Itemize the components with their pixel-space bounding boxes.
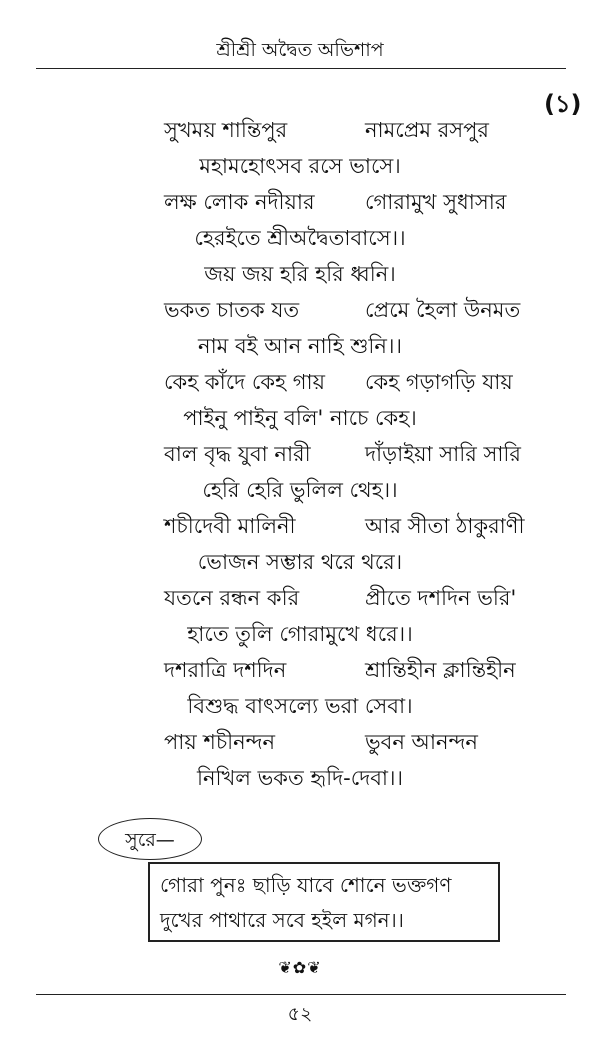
- verse-line: [0, 544, 600, 580]
- verse-center: হেরইতে শ্রীঅদ্বৈতাবাসে।।: [194, 226, 406, 250]
- verse-center: বিশুদ্ধ বাৎসল্যে ভরা সেবা।: [187, 694, 413, 718]
- verse-center: মহামহোৎসব রসে ভাসে।: [199, 154, 401, 178]
- verse-line: [0, 616, 600, 652]
- verse-left: কেহ কাঁদে কেহ গায়: [164, 370, 325, 394]
- verse-line: [0, 652, 600, 688]
- sure-label-badge: সুরে—: [98, 818, 202, 860]
- verse-line: [0, 256, 600, 292]
- verse-line: [0, 112, 600, 148]
- verse-right: প্রীতে দশদিন ভরি': [365, 586, 517, 610]
- verse-center: ভোজন সম্ভার থরে থরে।: [197, 550, 403, 574]
- running-header-title: শ্রীশ্রী অদ্বৈত অভিশাপ: [216, 39, 384, 61]
- verse-line: [0, 508, 600, 544]
- verse-center: হাতে তুলি গোরামুখে ধরে।।: [187, 622, 413, 646]
- verse-left: যতনে রন্ধন করি: [164, 586, 300, 610]
- verse-left: ভকত চাতক যত: [164, 298, 300, 322]
- verse-line: [0, 220, 600, 256]
- header-divider: [36, 68, 566, 69]
- verse-line: [0, 148, 600, 184]
- verse-left: সুখময় শান্তিপুর: [164, 118, 288, 142]
- verse-line: [0, 364, 600, 400]
- verse-right: প্রেমে হৈলা উনমত: [365, 298, 521, 322]
- footer-divider: [36, 994, 566, 995]
- boxed-line: দুখের পাথারে সবে হইল মগন।।: [160, 908, 404, 932]
- verse-left: লক্ষ লোক নদীয়ার: [164, 190, 315, 214]
- verse-line: [0, 580, 600, 616]
- verse-line: [0, 724, 600, 760]
- verse-center: হেরি হেরি ভুলিল থেহ।।: [202, 478, 398, 502]
- verse-line: [0, 400, 600, 436]
- verse-center: পাইনু পাইনু বলি' নাচে কেহ।: [183, 406, 417, 430]
- verse-center: জয় জয় হরি হরি ধ্বনি।: [204, 262, 396, 286]
- verse-line: [0, 184, 600, 220]
- boxed-couplet: [148, 862, 500, 942]
- boxed-line: গোরা পুনঃ ছাড়ি যাবে শোনে ভক্তগণ: [160, 873, 452, 897]
- verse-left: পায় শচীনন্দন: [164, 730, 276, 754]
- ornament-flourish: ❦✿❦: [278, 958, 322, 977]
- verse-line: [0, 688, 600, 724]
- verse-right: গোরামুখ সুধাসার: [365, 190, 507, 214]
- verse-right: আর সীতা ঠাকুরাণী: [365, 514, 525, 538]
- verse-right: কেহ গড়াগড়ি যায়: [365, 370, 513, 394]
- section-number: (১): [544, 90, 582, 118]
- verse-line: [0, 472, 600, 508]
- verse-block: [0, 112, 600, 796]
- page-number: ৫২: [287, 1003, 313, 1025]
- verse-right: শ্রান্তিহীন ক্লান্তিহীন: [365, 658, 516, 682]
- verse-right: নামপ্রেম রসপুর: [365, 118, 489, 142]
- verse-center: নাম বই আন নাহি শুনি।।: [198, 334, 402, 358]
- verse-line: [0, 760, 600, 796]
- verse-line: [0, 292, 600, 328]
- verse-right: ভুবন আনন্দন: [365, 730, 478, 754]
- verse-left: বাল বৃদ্ধ যুবা নারী: [164, 442, 311, 466]
- verse-right: দাঁড়াইয়া সারি সারি: [365, 442, 521, 466]
- verse-center: নিখিল ভকত হৃদি-দেবা।।: [196, 766, 404, 790]
- verse-left: শচীদেবী মালিনী: [164, 514, 296, 538]
- verse-left: দশরাত্রি দশদিন: [164, 658, 287, 682]
- verse-line: [0, 436, 600, 472]
- verse-line: [0, 328, 600, 364]
